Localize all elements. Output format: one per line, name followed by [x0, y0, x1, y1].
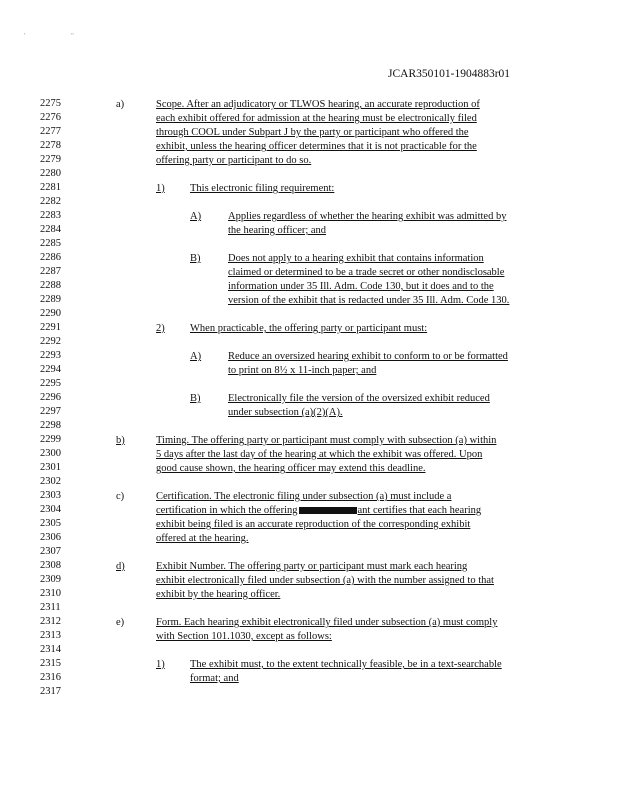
section-a-label: a): [116, 99, 125, 110]
line-number: 2288: [40, 280, 61, 291]
line-number: 2299: [40, 434, 61, 445]
item-a2A-label: A): [190, 351, 202, 362]
line-number: 2307: [40, 546, 61, 557]
line-number: 2309: [40, 574, 61, 585]
item-a1A-line-1: Applies regardless of whether the hearing exhibit was admitted by: [228, 211, 507, 222]
line-number: 2286: [40, 252, 61, 263]
item-a2B-line-2: under subsection (a)(2)(A).: [228, 407, 343, 418]
line-number: 2285: [40, 238, 61, 249]
line-number: 2276: [40, 112, 61, 123]
section-b-line-1: Timing. The offering party or participant must comply with subsection (a) within: [156, 435, 497, 446]
section-a-line-5: offering party or participant to do so.: [156, 155, 312, 166]
section-b-label: b): [116, 435, 125, 446]
line-number: 2295: [40, 378, 61, 389]
line-number: 2275: [40, 98, 61, 109]
line-number: 2280: [40, 168, 61, 179]
line-number: 2300: [40, 448, 61, 459]
line-number: 2304: [40, 504, 61, 515]
section-d-line-1: Exhibit Number. The offering party or participant must mark each hearing: [156, 561, 468, 572]
line-number: 2314: [40, 644, 61, 655]
line-number: 2310: [40, 588, 61, 599]
item-a1B-label: B): [190, 253, 201, 264]
line-number: 2282: [40, 196, 61, 207]
section-e-line-1: Form. Each hearing exhibit electronically filed under subsection (a) must comply: [156, 617, 498, 628]
line-number: 2316: [40, 672, 61, 683]
line-number: 2293: [40, 350, 61, 361]
line-number: 2308: [40, 560, 61, 571]
section-d-line-3: exhibit by the hearing officer.: [156, 589, 281, 600]
line-number: 2291: [40, 322, 61, 333]
item-a2A-line-2: to print on 8½ x 11-inch paper; and: [228, 365, 377, 376]
line-number: 2290: [40, 308, 61, 319]
line-number: 2287: [40, 266, 61, 277]
item-a1B-line-2: claimed or determined to be a trade secret or other nondisclosable: [228, 267, 505, 278]
line-number: 2298: [40, 420, 61, 431]
item-a1-label: 1): [156, 183, 165, 194]
item-a1B-line-4: version of the exhibit that is redacted under 35 Ill. Adm. Code 130.: [228, 295, 510, 306]
section-d-label: d): [116, 561, 125, 572]
section-a-line-4: exhibit, unless the hearing officer determines that it is not practicable for the: [156, 141, 477, 152]
line-number: 2278: [40, 140, 61, 151]
section-c-line-3: exhibit being filed is an accurate reproduction of the corresponding exhibit: [156, 519, 471, 530]
item-a1-text: This electronic filing requirement:: [190, 183, 335, 194]
item-a1A-label: A): [190, 211, 202, 222]
item-a1A-line-2: the hearing officer; and: [228, 225, 327, 236]
item-a2-text: When practicable, the offering party or participant must:: [190, 323, 428, 334]
section-b-line-3: good cause shown, the hearing officer may extend this deadline.: [156, 463, 426, 474]
section-c-line-2-after: ant certifies that each hearing: [357, 505, 482, 516]
item-a2B-line-1: Electronically file the version of the oversized exhibit reduced: [228, 393, 490, 404]
line-number: 2305: [40, 518, 61, 529]
section-b-line-2: 5 days after the last day of the hearing at which the exhibit was offered. Upon: [156, 449, 483, 460]
section-c-label: c): [116, 491, 125, 502]
item-e1-line-1: The exhibit must, to the extent technically feasible, be in a text-searchable: [190, 659, 502, 670]
line-number: 2289: [40, 294, 61, 305]
line-number: 2292: [40, 336, 61, 347]
line-number: 2312: [40, 616, 61, 627]
line-number: 2313: [40, 630, 61, 641]
item-e1-label: 1): [156, 659, 165, 670]
line-number: 2283: [40, 210, 61, 221]
line-number: 2281: [40, 182, 61, 193]
item-a1B-line-1: Does not apply to a hearing exhibit that contains information: [228, 253, 484, 264]
line-number: 2284: [40, 224, 61, 235]
section-a-line-2: each exhibit offered for admission at the hearing must be electronically filed: [156, 113, 477, 124]
redaction-mark: [299, 507, 357, 514]
item-a2-label: 2): [156, 323, 165, 334]
line-number: 2297: [40, 406, 61, 417]
line-number: 2311: [40, 602, 61, 613]
line-number: 2294: [40, 364, 61, 375]
line-number: 2306: [40, 532, 61, 543]
line-number: 2317: [40, 686, 61, 697]
section-e-label: e): [116, 617, 125, 628]
document-id: JCAR350101-1904883r01: [388, 68, 511, 80]
item-a2A-line-1: Reduce an oversized hearing exhibit to conform to or be formatted: [228, 351, 508, 362]
item-a1B-line-3: information under 35 Ill. Adm. Code 130, but it does and to the: [228, 281, 494, 292]
section-a-line-3: through COOL under Subpart J by the party or participant who offered the: [156, 127, 469, 138]
section-a-line-1: Scope. After an adjudicatory or TLWOS hearing, an accurate reproduction of: [156, 99, 480, 110]
line-number: 2303: [40, 490, 61, 501]
section-e-line-2: with Section 101.1030, except as follows:: [156, 631, 332, 642]
item-a2B-label: B): [190, 393, 201, 404]
section-c-line-1: Certification. The electronic filing under subsection (a) must include a: [156, 491, 452, 502]
section-c-line-4: offered at the hearing.: [156, 533, 249, 544]
line-number: 2301: [40, 462, 61, 473]
line-number: 2296: [40, 392, 61, 403]
item-e1-line-2: format; and: [190, 673, 239, 684]
section-c-line-2-before: certification in which the offering: [156, 505, 298, 516]
line-number: 2302: [40, 476, 61, 487]
section-d-line-2: exhibit electronically filed under subsection (a) with the number assigned to that: [156, 575, 494, 586]
scan-marks: ' ": [24, 32, 96, 40]
line-number: 2279: [40, 154, 61, 165]
line-number: 2315: [40, 658, 61, 669]
section-c-line-2: [156, 504, 481, 517]
line-number: 2277: [40, 126, 61, 137]
